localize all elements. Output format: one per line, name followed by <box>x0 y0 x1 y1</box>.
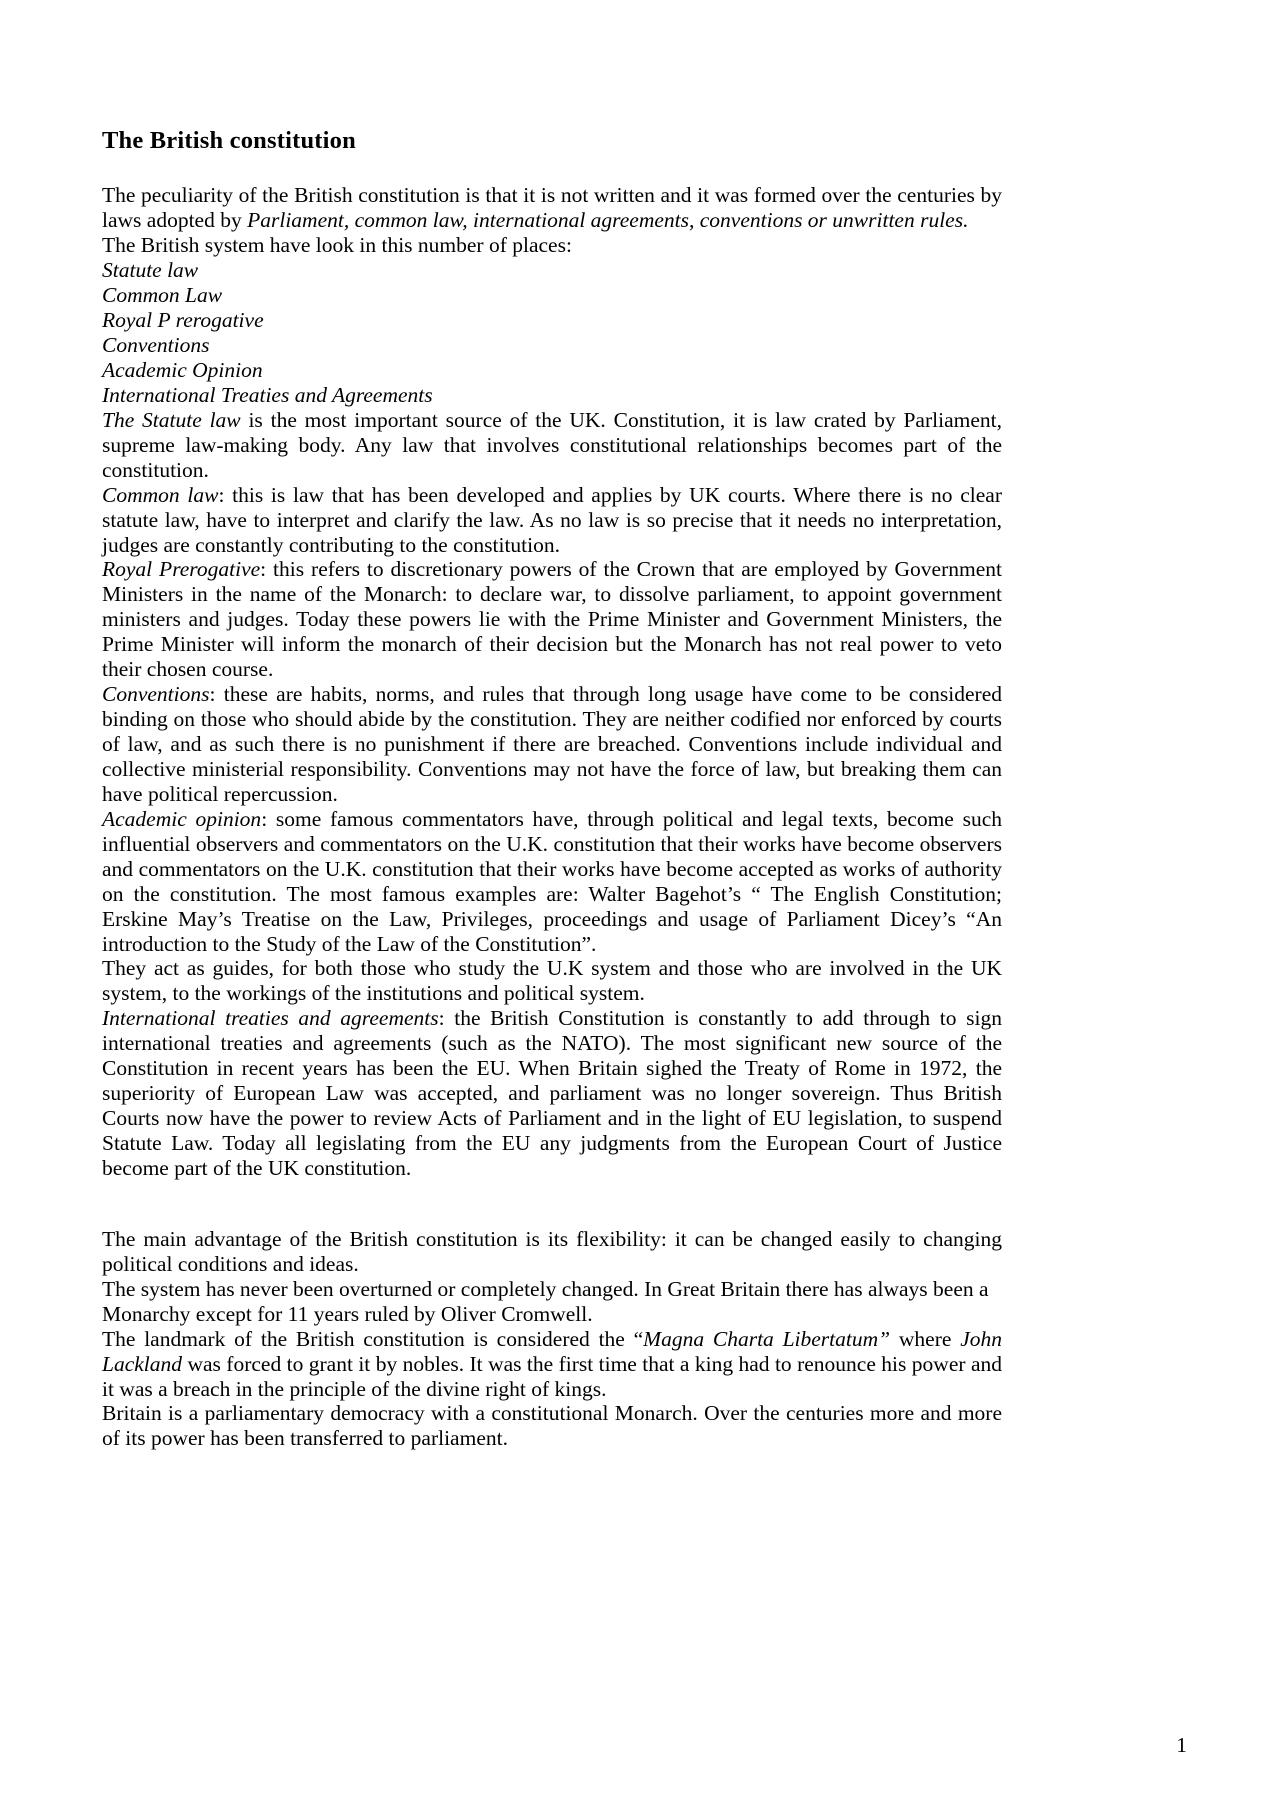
paragraph-spacer <box>102 1181 1002 1227</box>
section-label: International treaties and agreements <box>102 1006 439 1031</box>
page-title: The British constitution <box>102 127 356 154</box>
section-label: Royal Prerogative <box>102 557 261 582</box>
lead-in-line: The British system have look in this number of places: <box>102 233 572 258</box>
section-body: : some famous commentators have, through political and legal texts, become such influential observers and commentators on the U.K. constitution that their works have become observers and commentators on the U.K. constitution that their works have become accepted as works of authority on the constitution. The most famous examples are: Walter Bagehot’s “ The English Constitution; Erskine May’s Treatise on the Law, Privileges, proceedings and usage of Parliament Dicey’s “An introduction to the Study of the Law of the Constitution”. <box>102 806 1002 956</box>
section-academic-opinion <box>102 807 1002 957</box>
section-international-treaties <box>102 1006 1002 1181</box>
landmark-suffix: was forced to grant it by nobles. It was the first time that a king had to renounce his power and it was a breach in the principle of the divine right of kings. <box>102 1351 1002 1401</box>
list-item: Common Law <box>102 283 223 308</box>
list-item: Academic Opinion <box>102 357 263 382</box>
magna-charta-title: Magna Charta Libertatum” <box>643 1326 891 1351</box>
section-statute-law <box>102 408 1002 483</box>
list-item: Royal P rerogative <box>102 308 264 333</box>
advantage-paragraph: The main advantage of the British constitution is its flexibility: it can be changed easily to changing political conditions and ideas. <box>102 1226 1002 1276</box>
document-body <box>102 126 1002 1451</box>
section-body: is the most important source of the UK. Constitution, it is law crated by Parliament, supreme law-making body. Any law that involves constitutional relationships becomes part of the constitution. <box>102 407 1002 482</box>
section-royal-prerogative <box>102 557 1002 682</box>
democracy-paragraph: Britain is a parliamentary democracy with a constitutional Monarch. Over the centuries more and more of its power has been transferred to parliament. <box>102 1401 1002 1451</box>
list-item: Conventions <box>102 333 210 358</box>
john-lackland-name: John Lackland <box>102 1326 1002 1376</box>
page-number: 1 <box>1176 1733 1187 1757</box>
intro-paragraph <box>102 183 1002 233</box>
section-body: : this refers to discretionary powers of the Crown that are employed by Government Ministers in the name of the Monarch: to declare war, to dissolve parliament, to appoint government ministers and judges. Today these powers lie with the Prime Minister and Government Ministers, the Prime Minister will inform the monarch of their decision but the Monarch has not real power to veto their chosen course. <box>102 557 1003 682</box>
intro-text: The peculiarity of the British constitution is that it is not written and it was formed over the centuries by laws adopted by <box>102 183 1002 233</box>
list-item: International Treaties and Agreements <box>102 382 433 407</box>
section-label: Common law <box>102 482 219 507</box>
section-label: Academic opinion <box>102 806 262 831</box>
landmark-paragraph <box>102 1327 1002 1402</box>
landmark-mid: where <box>890 1326 961 1351</box>
monarchy-paragraph: The system has never been overturned or completely changed. In Great Britain there has always been a Monarchy except for 11 years ruled by Oliver Cromwell. <box>102 1276 989 1326</box>
section-body: : the British Constitution is constantly to add through to sign international treaties and agreements (such as the NATO). The most significant new source of the Constitution in recent years has been the EU. When Britain sighed the Treaty of Rome in 1972, the superiority of European Law was accepted, and parliament was no longer sovereign. Thus British Courts now have the power to review Acts of Parliament and in the light of EU legislation, to suspend Statute Law. Today all legislating from the EU any judgments from the European Court of Justice become part of the UK constitution. <box>102 1006 1002 1180</box>
guides-paragraph: They act as guides, for both those who study the U.K system and those who are involved in the UK system, to the workings of the institutions and political system. <box>102 956 1002 1006</box>
section-label: Conventions <box>102 682 210 707</box>
section-body: : these are habits, norms, and rules that through long usage have come to be considered binding on those who should abide by the constitution. They are neither codified nor enforced by courts of law, and as such there is no punishment if there are breached. Conventions include individual and collective ministerial responsibility. Conventions may not have the force of law, but breaking them can have political repercussion. <box>102 682 1002 806</box>
section-label: The Statute law <box>102 407 241 432</box>
intro-sources-italic: Parliament, common law, international agreements, conventions or unwritten rules. <box>247 208 969 233</box>
section-common-law <box>102 483 1002 558</box>
landmark-prefix: The landmark of the British constitution is considered the “ <box>102 1326 644 1351</box>
list-item: Statute law <box>102 258 199 283</box>
section-body: : this is law that has been developed and applies by UK courts. Where there is no clear statute law, have to interpret and clarify the law. As no law is so precise that it needs no interpretation, judges are constantly contributing to the constitution. <box>102 482 1002 557</box>
section-conventions <box>102 682 1002 807</box>
